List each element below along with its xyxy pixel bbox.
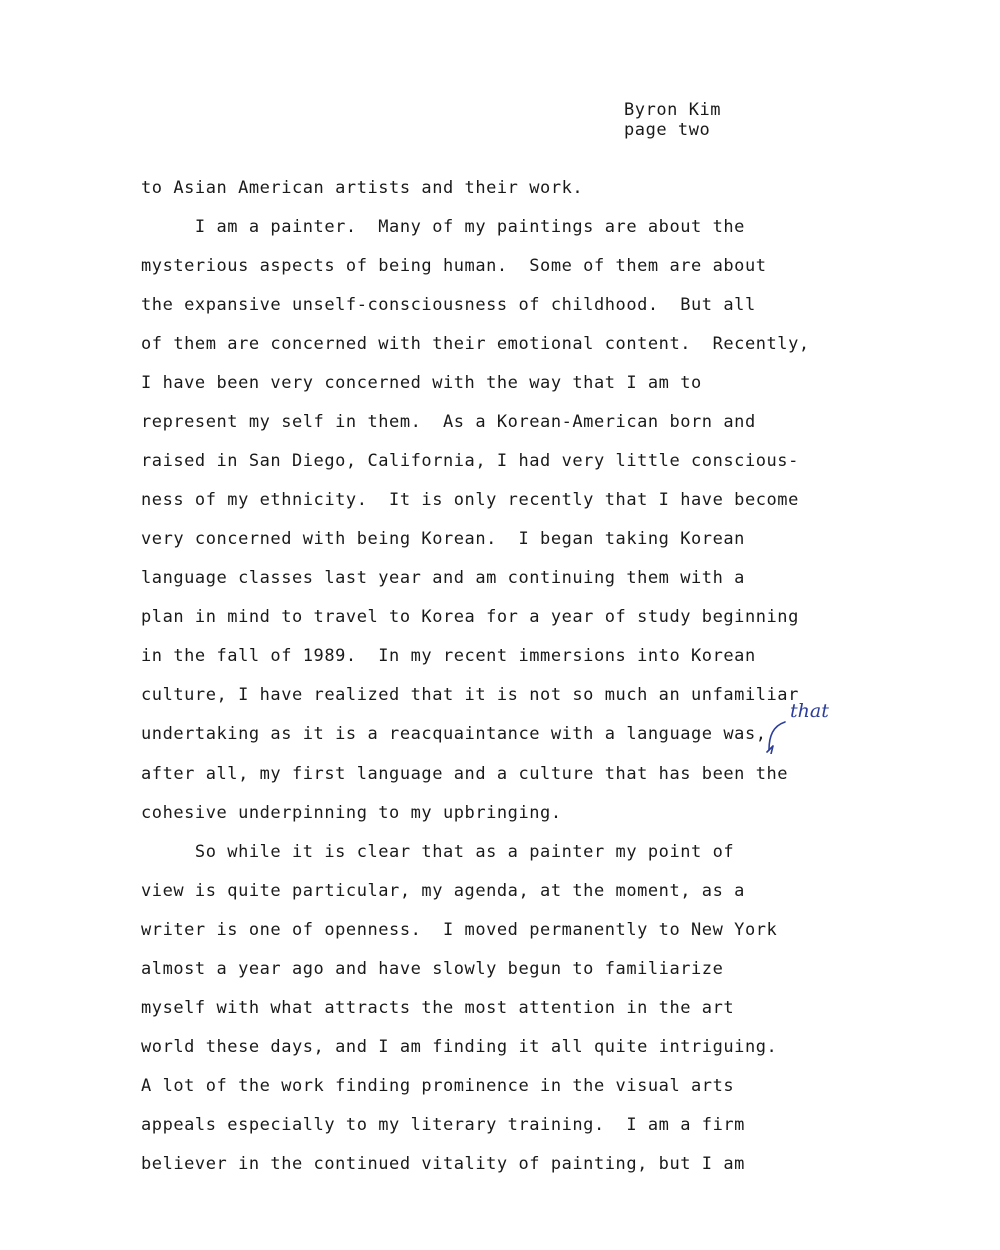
text-line: mysterious aspects of being human. Some of them are about [141, 256, 767, 276]
text-line: appeals especially to my literary training. I am a firm [141, 1115, 745, 1135]
text-line: after all, my first language and a culture that has been the [141, 764, 789, 784]
text-line: very concerned with being Korean. I began taking Korean [141, 529, 745, 549]
text-line: culture, I have realized that it is not so much an unfamiliar [141, 685, 799, 705]
text-line: writer is one of openness. I moved permanently to New York [141, 920, 778, 940]
text-line: of them are concerned with their emotional content. Recently, [141, 334, 810, 354]
text-line: view is quite particular, my agenda, at the moment, as a [141, 881, 745, 901]
page-header [624, 100, 721, 140]
text-line: I am a painter. Many of my paintings are about the [141, 217, 745, 237]
text-line: So while it is clear that as a painter my point of [141, 842, 735, 862]
text-line: myself with what attracts the most attention in the art [141, 998, 735, 1018]
page-number-label: page two [624, 120, 711, 140]
text-line: represent my self in them. As a Korean-American born and [141, 412, 756, 432]
text-line: undertaking as it is a reacquaintance with a language was, [141, 724, 767, 744]
author-name: Byron Kim [624, 100, 722, 120]
text-line: language classes last year and am continuing them with a [141, 568, 745, 588]
text-line: ness of my ethnicity. It is only recently that I have become [141, 490, 799, 510]
text-line: cohesive underpinning to my upbringing. [141, 803, 562, 823]
text-line: to Asian American artists and their work. [141, 178, 584, 198]
handwritten-insert: that [790, 700, 829, 722]
text-line: in the fall of 1989. In my recent immersions into Korean [141, 646, 756, 666]
text-line: raised in San Diego, California, I had very little conscious- [141, 451, 799, 471]
text-line: almost a year ago and have slowly begun to familiarize [141, 959, 724, 979]
text-line: the expansive unself-consciousness of childhood. But all [141, 295, 756, 315]
text-line: believer in the continued vitality of painting, but I am [141, 1154, 745, 1174]
text-line: I have been very concerned with the way that I am to [141, 373, 702, 393]
text-line: world these days, and I am finding it all quite intriguing. [141, 1037, 778, 1057]
text-line: A lot of the work finding prominence in the visual arts [141, 1076, 735, 1096]
text-line: plan in mind to travel to Korea for a year of study beginning [141, 607, 799, 627]
